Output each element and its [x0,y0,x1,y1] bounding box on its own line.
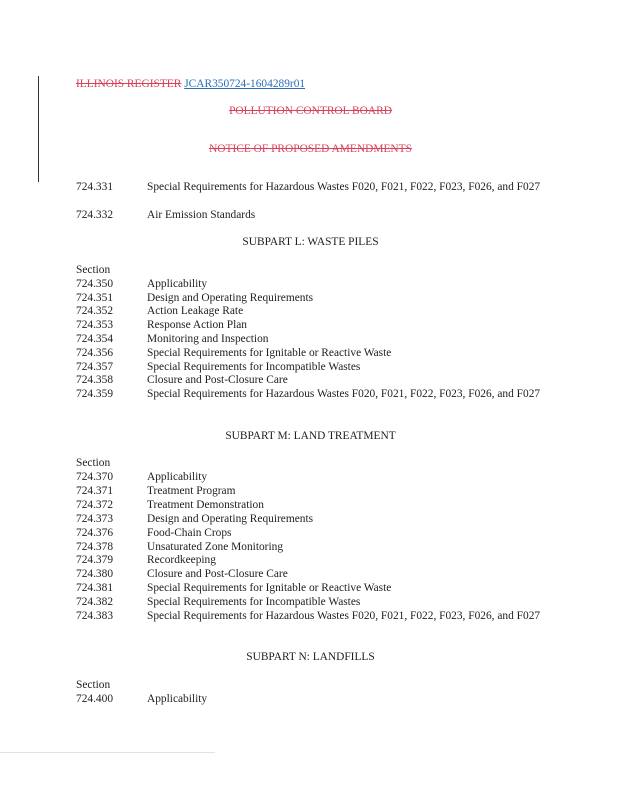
section-number: 724.378 [76,541,114,553]
section-title: Special Requirements for Ignitable or Reactive Waste [147,347,392,359]
section-number: 724.379 [76,554,114,566]
section-label: Section [76,457,111,469]
section-number: 724.372 [76,499,114,511]
section-title: Applicability [147,278,208,290]
section-number: 724.371 [76,485,114,497]
section-label: Section [76,264,111,276]
section-title: Closure and Post-Closure Care [147,374,288,386]
section-number: 724.383 [76,610,114,622]
section-number: 724.351 [76,292,114,304]
register-id-inserted[interactable]: JCAR350724-1604289r01 [184,78,306,90]
revision-change-bar [38,76,39,182]
section-title: Special Requirements for Ignitable or Reactive Waste [147,582,392,594]
section-title: Design and Operating Requirements [147,292,314,304]
section-title: Recordkeeping [147,554,216,566]
subpart-n-heading: SUBPART N: LANDFILLS [246,651,375,663]
section-title: Special Requirements for Hazardous Wastes F020, F021, F022, F023, F026, and F027 [147,610,541,622]
section-title: Special Requirements for Incompatible Wastes [147,361,361,373]
section-number: 724.382 [76,596,114,608]
section-title: Treatment Demonstration [147,499,264,511]
section-number: 724.380 [76,568,114,580]
section-title: Design and Operating Requirements [147,513,314,525]
section-number: 724.381 [76,582,114,594]
section-number: 724.353 [76,319,114,331]
register-header [76,78,305,91]
section-number: 724.376 [76,527,114,539]
subpart-l-heading: SUBPART L: WASTE PILES [242,236,379,248]
board-name: POLLUTION CONTROL BOARD [229,105,392,117]
section-number: 724.359 [76,388,114,400]
section-number: 724.400 [76,693,114,705]
section-title: Special Requirements for Hazardous Wastes F020, F021, F022, F023, F026, and F027 [147,388,541,400]
section-number: 724.358 [76,374,114,386]
section-number: 724.354 [76,333,114,345]
section-title: Applicability [147,693,208,705]
section-number: 724.370 [76,471,114,483]
section-title: Air Emission Standards [147,209,256,221]
section-number: 724.352 [76,305,114,317]
subpart-m-heading: SUBPART M: LAND TREATMENT [225,430,396,442]
section-number: 724.350 [76,278,114,290]
section-title: Treatment Program [147,485,236,497]
section-label: Section [76,679,111,691]
section-number: 724.373 [76,513,114,525]
notice-title: NOTICE OF PROPOSED AMENDMENTS [209,143,412,155]
footer-divider [0,752,215,753]
section-number: 724.356 [76,347,114,359]
section-title: Monitoring and Inspection [147,333,269,345]
section-title: Special Requirements for Hazardous Wastes F020, F021, F022, F023, F026, and F027 [147,181,541,193]
section-number: 724.332 [76,209,114,221]
section-title: Unsaturated Zone Monitoring [147,541,284,553]
section-title: Action Leakage Rate [147,305,244,317]
register-title-struck: ILLINOIS REGISTER [76,78,182,90]
section-title: Response Action Plan [147,319,247,331]
section-title: Closure and Post-Closure Care [147,568,288,580]
section-title: Food-Chain Crops [147,527,232,539]
section-number: 724.331 [76,181,114,193]
section-title: Special Requirements for Incompatible Wastes [147,596,361,608]
section-number: 724.357 [76,361,114,373]
section-title: Applicability [147,471,208,483]
